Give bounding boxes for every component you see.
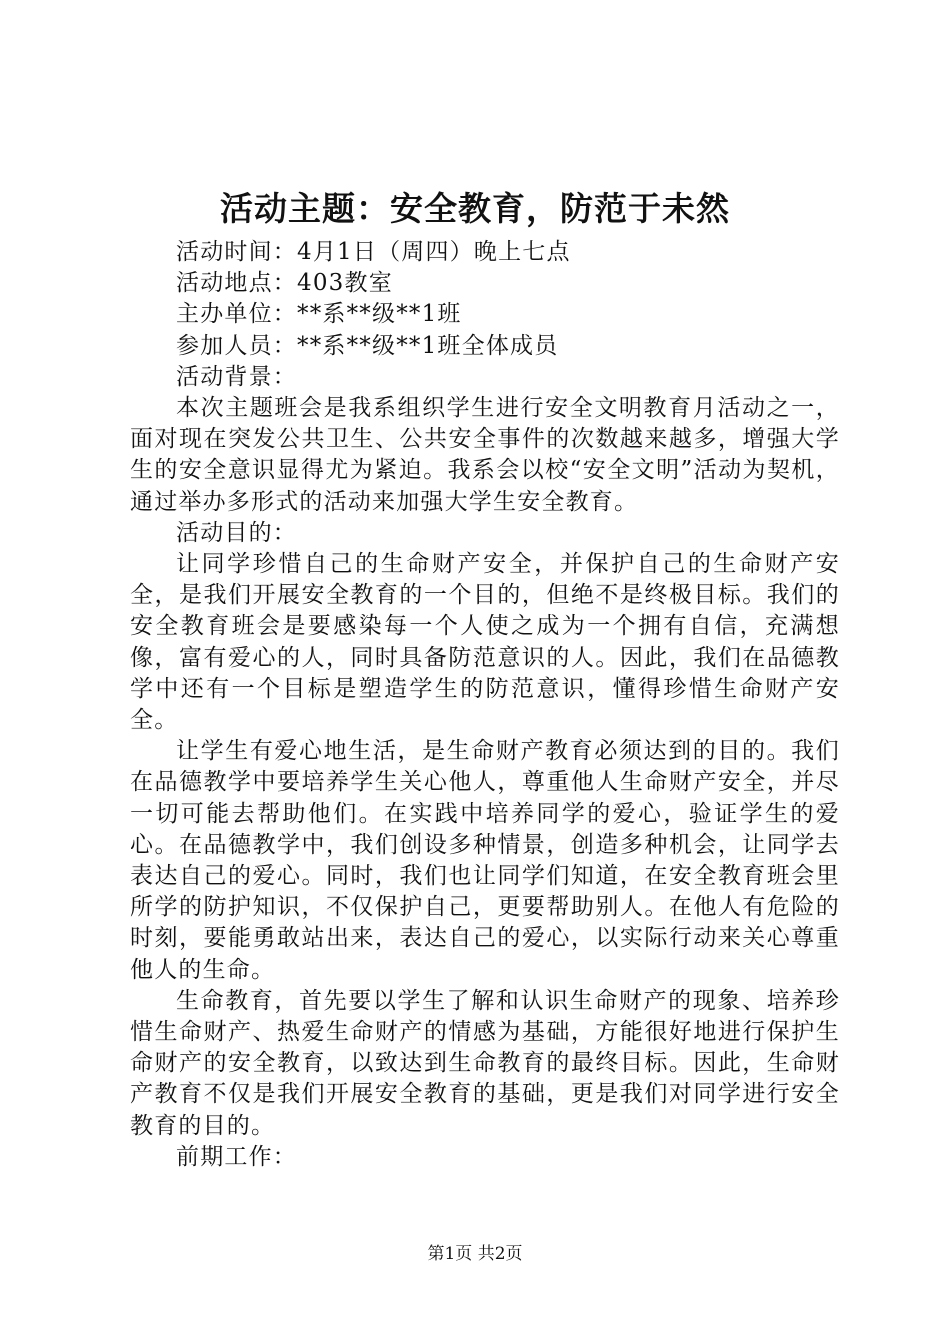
field-organizer: 主办单位：**系**级**1班 <box>176 301 462 328</box>
field-activity-time: 活动时间：4月1日（周四）晚上七点 <box>176 239 571 265</box>
document-title: 活动主题：安全教育，防范于未然 <box>220 189 730 228</box>
field-background-label: 活动背景： <box>176 363 297 390</box>
purpose-paragraph-3: 生命教育，首先要以学生了解和认识生命财产的现象、培养珍惜生命财产、热爱生命财产的情感为基础，方能很好地进行保护生命财产的安全教育，以致达到生命教育的最终目标。因此，生命财产教育不仅是我们开展安全教育的基础，更是我们对同学进行安全教育的目的。 <box>130 987 840 1139</box>
field-participants: 参加人员：**系**级**1班全体成员 <box>176 332 559 359</box>
purpose-paragraph-1: 让同学珍惜自己的生命财产安全，并保护自己的生命财产安全，是我们开展安全教育的一个目的，但绝不是终极目标。我们的安全教育班会是要感染每一个人使之成为一个拥有自信，充满想像，富有爱心的人，同时具备防范意识的人。因此，我们在品德教学中还有一个目标是塑造学生的防范意识，懂得珍惜生命财产安全。 <box>130 551 840 734</box>
field-activity-location: 活动地点：403教室 <box>176 270 393 297</box>
document-body <box>130 237 840 1173</box>
page-footer: 第1页 共2页 <box>427 1244 523 1264</box>
purpose-paragraph-2: 让学生有爱心地生活，是生命财产教育必须达到的目的。我们在品德教学中要培养学生关心他人，尊重他人生命财产安全，并尽一切可能去帮助他们。在实践中培养同学的爱心，验证学生的爱心。在品德教学中，我们创设多种情景，创造多种机会，让同学去表达自己的爱心。同时，我们也让同学们知道，在安全教育班会里所学的防护知识，不仅保护自己，更要帮助别人。在他人有危险的时刻，要能勇敢站出来，表达自己的爱心，以实际行动来关心尊重他人的生命。 <box>130 738 840 983</box>
preparation-label: 前期工作： <box>176 1143 297 1170</box>
purpose-label: 活动目的： <box>176 519 297 546</box>
background-paragraph: 本次主题班会是我系组织学生进行安全文明教育月活动之一，面对现在突发公共卫生、公共安全事件的次数越来越多，增强大学生的安全意识显得尤为紧迫。我系会以校“安全文明”活动为契机，通过举办多形式的活动来加强大学生安全教育。 <box>130 395 840 515</box>
